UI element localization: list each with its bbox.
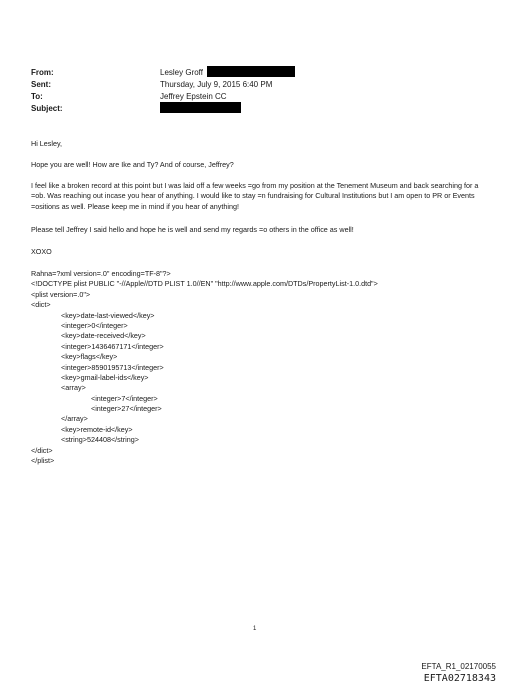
plist-line: <!DOCTYPE plist PUBLIC "-//Apple//DTD PLIST 1.0//EN" "http://www.apple.com/DTDs/PropertyList-1.0.dtd"> — [31, 279, 378, 289]
plist-line: <key>gmail-label-ids</key> — [61, 372, 149, 382]
plist-line: <key>flags</key> — [61, 352, 118, 362]
plist-block — [31, 269, 378, 466]
from-value: Lesley Groff — [160, 68, 203, 77]
plist-line: <string>524408</string> — [61, 435, 139, 445]
from-label: From: — [31, 68, 54, 77]
subject-label: Subject: — [31, 104, 63, 113]
plist-line: <integer>27</integer> — [91, 404, 162, 414]
page-number: 1 — [253, 626, 257, 632]
plist-line: </array> — [61, 414, 88, 424]
bates-number-primary: EFTA_R1_02170055 — [421, 662, 496, 671]
body-paragraph: I feel like a broken record at this point but I was laid off a few weeks =go from my position at the Tenement Museum and back searching for a =ob. Was reaching out incase you hear of anything. I would like to stay =n fundraising for Cultural Institutions but I am open to PR or Events =ositions as well. Please keep me in mind if you hear of anything! — [31, 181, 479, 211]
body-paragraph: Please tell Jeffrey I said hello and hope he is well and send my regards =o others in the office as well! — [31, 225, 354, 234]
body-paragraph: Hope you are well! How are Ike and Ty? And of course, Jeffrey? — [31, 160, 234, 169]
plist-line: <integer>8590195713</integer> — [61, 362, 164, 372]
to-label: To: — [31, 92, 43, 101]
redaction-box — [160, 102, 241, 113]
sent-value: Thursday, July 9, 2015 6:40 PM — [160, 80, 273, 89]
greeting: Hi Lesley, — [31, 139, 63, 148]
plist-line: </plist> — [31, 456, 55, 466]
redaction-box — [207, 66, 295, 77]
plist-line: <key>date-last-viewed</key> — [61, 310, 155, 320]
signoff: XOXO — [31, 247, 52, 256]
to-value: Jeffrey Epstein CC — [160, 92, 227, 101]
sent-label: Sent: — [31, 80, 51, 89]
plist-line: <plist version=.0"> — [31, 289, 91, 299]
plist-line: <key>remote-id</key> — [61, 424, 133, 434]
plist-line: </dict> — [31, 445, 53, 455]
plist-line: <key>date-received</key> — [61, 331, 146, 341]
bates-number-secondary: EFTA02718343 — [423, 673, 496, 684]
plist-line: <integer>0</integer> — [61, 320, 128, 330]
plist-line: <integer>7</integer> — [91, 393, 158, 403]
plist-line: <array> — [61, 383, 86, 393]
plist-line: <integer>1436467171</integer> — [61, 341, 164, 351]
plist-line: Rahna=?xml version=.0" encoding=TF-8"?> — [31, 269, 171, 278]
plist-line: <dict> — [31, 300, 51, 310]
